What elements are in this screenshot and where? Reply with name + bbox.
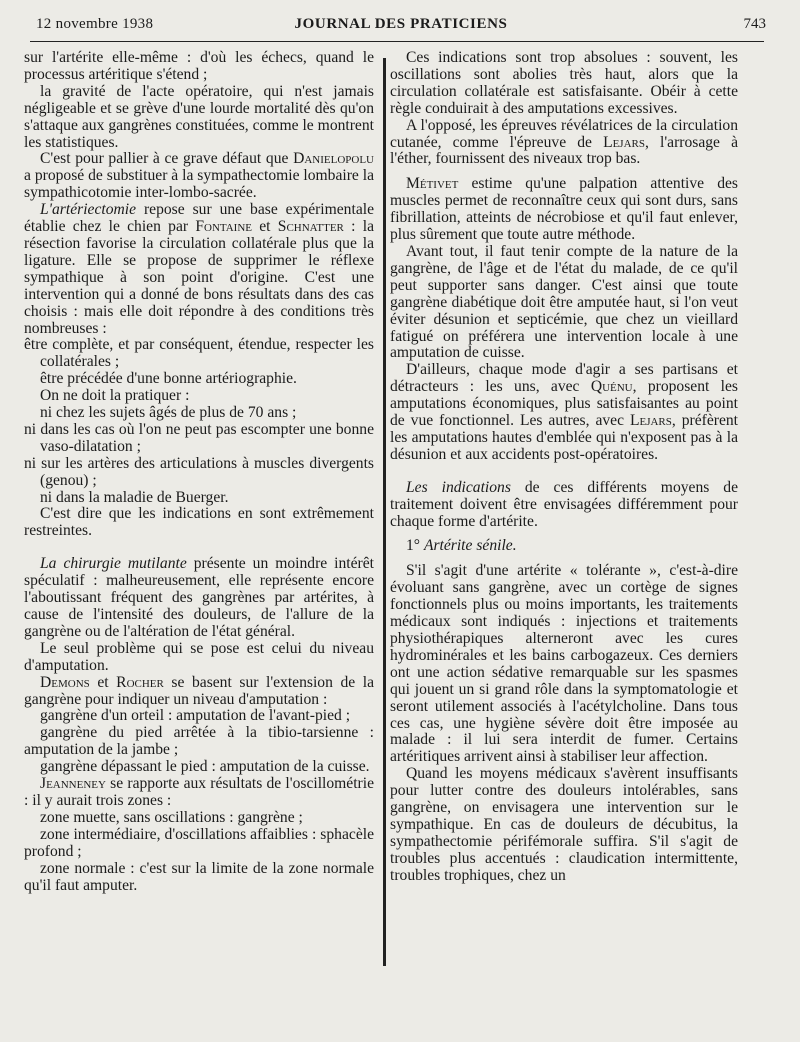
paragraph: D'ailleurs, chaque mode d'agir a ses partisans et détracteurs : les uns, avec Quénu, proposent les amputations économiques, plus satisfaisantes au point de vue fonctionnel. Les autres, avec Lejars, préfèrent les amputations hautes d'emblée qui n'exposent pas à la désunion et aux accidents post-opératoires. bbox=[390, 361, 738, 463]
paragraph: Jeanneney se rapporte aux résultats de l'oscillométrie : il y aurait trois zones : bbox=[24, 775, 374, 809]
paragraph: S'il s'agit d'une artérite « tolérante », c'est-à-dire évoluant sans gangrène, avec un cortège de signes fonctionnels plus ou moins importants, les traitements médicaux sont indiqués : injections et traitements physiothérapiques alterneront avec les cures hydrominérales et les bains carbogazeux. Ces derniers ont une action sédative remarquable sur les spasmes qui jouent un si grand rôle dans la symptomatologie et seront utilement associés à l'acétylcholine. Dans tous ces cas, une hygiène sévère doit être imposée au malade : il lui sera interdit de fumer. Certains artéritiques arrivent ainsi à stabiliser leur affection. bbox=[390, 562, 738, 766]
left-column bbox=[24, 50, 374, 894]
paragraph: être précédée d'une bonne artériographie. bbox=[40, 370, 297, 388]
paragraph: gangrène d'un orteil : amputation de l'avant-pied ; bbox=[40, 707, 351, 725]
paragraph: gangrène du pied arrêtée à la tibio-tarsienne : amputation de la jambe ; bbox=[24, 724, 374, 759]
paragraph: être complète, et par conséquent, étendue, respecter les collatérales ; bbox=[24, 336, 374, 371]
page-header bbox=[36, 14, 766, 36]
paragraph: Demons et Rocher se basent sur l'extension de la gangrène pour indiquer un niveau d'amputation : bbox=[24, 673, 374, 708]
paragraph: Avant tout, il faut tenir compte de la nature de la gangrène, de l'âge et de l'état du malade, de ce qu'il peut supporter sans danger. C'est ainsi que toute gangrène diabétique doit être amputée haut, si l'on veut éviter désunion et septicémie, que chez un vieillard fatigué on préférera une intervention locale à une amputation de cuisse. bbox=[390, 242, 738, 362]
paragraph: la gravité de l'acte opératoire, qui n'est jamais négligeable et se grève d'une lourde mortalité dès qu'on s'attaque aux gangrènes constituées, comme le montrent les statistiques. bbox=[24, 82, 374, 151]
issue-date: 12 novembre 1938 bbox=[36, 16, 154, 32]
paragraph: A l'opposé, les épreuves révélatrices de la circulation cutanée, comme l'épreuve de Lejars, l'arrosage à l'éther, fournissent des niveaux trop bas. bbox=[390, 116, 738, 168]
header-rule bbox=[30, 41, 764, 42]
page-number: 743 bbox=[743, 16, 766, 32]
paragraph: ni dans les cas où l'on ne peut pas escompter une bonne vaso-dilatation ; bbox=[24, 420, 374, 455]
paragraph: 1° Artérite sénile. bbox=[406, 537, 517, 555]
paragraph: ni sur les artères des articulations à muscles divergents (genou) ; bbox=[24, 454, 374, 489]
paragraph: ni chez les sujets âgés de plus de 70 ans ; bbox=[40, 404, 297, 422]
paragraph: zone intermédiaire, d'oscillations affaiblies : sphacèle profond ; bbox=[24, 825, 374, 860]
paragraph: L'artériectomie repose sur une base expérimentale établie chez le chien par Fontaine et Schnatter : la résection favorise la circulation collatérale plus que la ligature. Elle se propose de supprimer le réflexe sympathique à son point d'origine. C'est une intervention qui a donné de bons résultats dans des cas choisis : mais elle doit répondre à des conditions très nombreuses : bbox=[24, 201, 374, 337]
journal-title: JOURNAL DES PRATICIENS bbox=[294, 16, 508, 32]
column-divider bbox=[383, 58, 386, 966]
paragraph: La chirurgie mutilante présente un moindre intérêt spéculatif : malheureusement, elle représente encore l'aboutissant fréquent des gangrènes par artérites, à cause de l'intensité des douleurs, de l'allure de la gangrène ou de l'altération de l'état général. bbox=[24, 555, 374, 640]
paragraph: Les indications de ces différents moyens de traitement doivent être envisagées différemment pour chaque forme d'artérite. bbox=[390, 478, 738, 530]
paragraph: gangrène dépassant le pied : amputation de la cuisse. bbox=[40, 758, 370, 776]
paragraph: C'est pour pallier à ce grave défaut que Danielopolu a proposé de substituer à la sympathectomie lombaire la sympathicotomie inter-lombo-sacrée. bbox=[24, 150, 374, 202]
paragraph: On ne doit la pratiquer : bbox=[40, 387, 190, 405]
paragraph: ni dans la maladie de Buerger. bbox=[40, 488, 229, 506]
paragraph: Le seul problème qui se pose est celui du niveau d'amputation. bbox=[24, 639, 374, 674]
paragraph: C'est dire que les indications en sont extrêmement restreintes. bbox=[24, 505, 374, 540]
paragraph: Quand les moyens médicaux s'avèrent insuffisants pour lutter contre des douleurs intolérables, sans gangrène, on envisagera une intervention sur le sympathique. En cas de douleurs de décubitus, la sympathectomie périfémorale suffira. S'il s'agit de troubles plus accentués : claudication intermittente, troubles trophiques, chez un bbox=[390, 765, 738, 884]
paragraph: zone muette, sans oscillations : gangrène ; bbox=[40, 808, 303, 826]
paragraph: Ces indications sont trop absolues : souvent, les oscillations sont abolies très haut, alors que la circulation collatérale est satisfaisante. Obéir à cette règle conduirait à des amputations excessives. bbox=[390, 49, 738, 117]
paragraph: Métivet estime qu'une palpation attentive des muscles permet de reconnaître ceux qui sont durs, sans fibrillation, atteints de nécrobiose et qu'il faut enlever, plus sûrement que toute autre méthode. bbox=[390, 175, 738, 244]
paragraph: zone normale : c'est sur la limite de la zone normale qu'il faut amputer. bbox=[24, 859, 374, 894]
right-column bbox=[390, 50, 738, 885]
paragraph: sur l'artérite elle-même : d'où les échecs, quand le processus artéritique s'étend ; bbox=[24, 49, 374, 83]
